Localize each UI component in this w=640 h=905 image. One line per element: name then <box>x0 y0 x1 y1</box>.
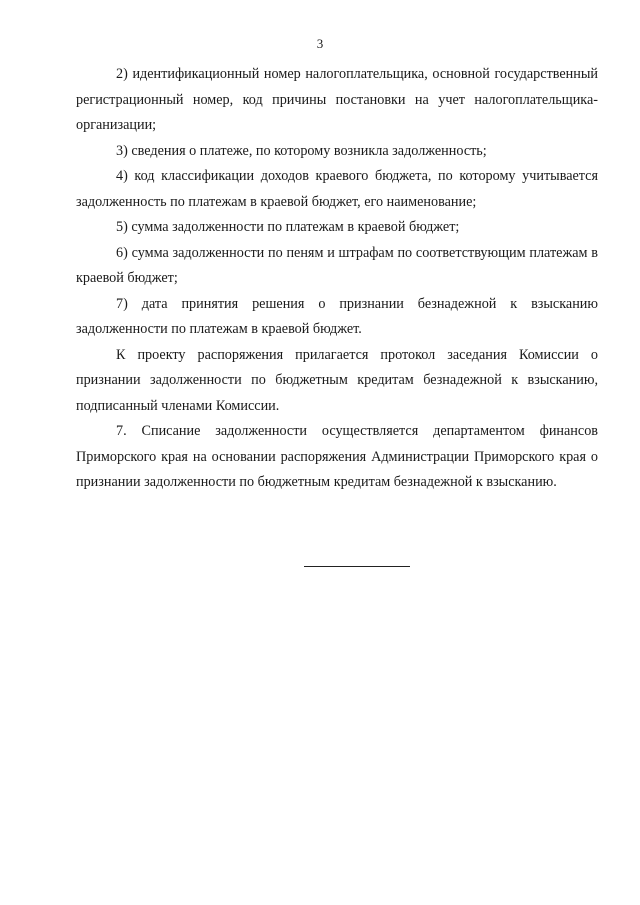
paragraph-item-7: 7) дата принятия решения о признании безнадежной к взысканию задолженности по платежам в краевой бюджет. <box>76 295 598 337</box>
paragraph-item-4: 4) код классификации доходов краевого бюджета, по которому учитывается задолженность по платежам в краевой бюджет, его наименование; <box>76 168 598 210</box>
end-separator-line <box>304 566 410 567</box>
paragraph-item-2: 2) идентификационный номер налогоплательщика, основной государственный регистрационный номер, код причины постановки на учет налогоплательщика-организации; <box>76 66 598 133</box>
paragraph-attachment-note: К проекту распоряжения прилагается протокол заседания Комиссии о признании задолженности по бюджетным кредитам безнадежной к взысканию, подписанный членами Комиссии. <box>76 346 598 414</box>
document-body <box>76 62 598 496</box>
paragraph-item-6: 6) сумма задолженности по пеням и штрафам по соответствующим платежам в краевой бюджет; <box>76 244 598 286</box>
paragraph-item-3: 3) сведения о платеже, по которому возникла задолженность; <box>116 142 487 159</box>
paragraph-section-7: 7. Списание задолженности осуществляется департаментом финансов Приморского края на основании распоряжения Администрации Приморского края о признании задолженности по бюджетным кредитам безнадежной к взысканию. <box>76 423 598 490</box>
page-number: 3 <box>316 36 324 51</box>
paragraph-item-5: 5) сумма задолженности по платежам в краевой бюджет; <box>116 219 460 235</box>
